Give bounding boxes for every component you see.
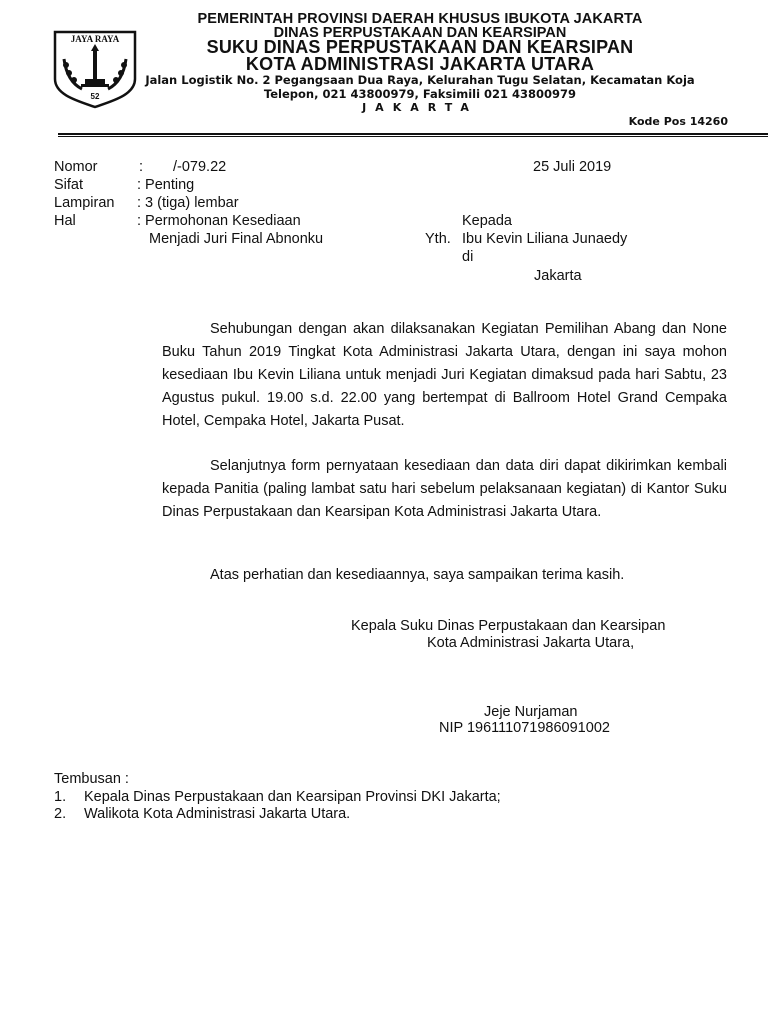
letterhead-city: JAKARTA: [362, 101, 478, 114]
lampiran-label: Lampiran: [54, 195, 115, 211]
lampiran-value: : 3 (tiga) lembar: [137, 195, 239, 211]
letterhead-line-2: DINAS PERPUSTAKAAN DAN KEARSIPAN: [273, 25, 567, 41]
body-paragraph-3: Atas perhatian dan kesediaannya, saya sampaikan terima kasih.: [210, 567, 625, 583]
letterhead-line-4: KOTA ADMINISTRASI JAKARTA UTARA: [245, 54, 595, 74]
postal-code: Kode Pos 14260: [628, 115, 728, 128]
letterhead-line-1: PEMERINTAH PROVINSI DAERAH KHUSUS IBUKOTA JAKARTA: [197, 11, 643, 27]
jakarta-emblem-logo: [52, 29, 138, 109]
signature-title-1: Kepala Suku Dinas Perpustakaan dan Kearsipan: [351, 618, 666, 634]
nomor-value: /-079.22: [173, 159, 227, 175]
body-paragraph-2: Selanjutnya form pernyataan kesediaan dan data diri dapat dikirimkan kembali kepada Panitia (paling lambat satu hari sebelum pelaksanaan kegiatan) di Kantor Suku Dinas Perpustakaan dan Kearsipan Kota Administrasi Jakarta Utara.: [162, 458, 727, 520]
letterhead-line-3: SUKU DINAS PERPUSTAKAAN DAN KEARSIPAN: [206, 37, 634, 57]
signatory-nip: NIP 196111071986091002: [439, 720, 610, 736]
letterhead-address: Jalan Logistik No. 2 Pegangsaan Dua Raya, Kelurahan Tugu Selatan, Kecamatan Koja: [145, 73, 695, 87]
letter-date: 25 Juli 2019: [533, 159, 612, 175]
recipient-di: di: [462, 249, 474, 265]
hal-value-line-1: : Permohonan Kesediaan: [137, 213, 301, 229]
signatory-name: Jeje Nurjaman: [484, 704, 578, 720]
tembusan-item-2: Walikota Kota Administrasi Jakarta Utara.: [84, 806, 351, 822]
hal-value-line-2: Menjadi Juri Final Abnonku: [149, 231, 324, 247]
recipient-city: Jakarta: [534, 268, 582, 284]
recipient-yth: Yth.: [425, 231, 451, 247]
logo-number: 52: [90, 92, 100, 101]
tembusan-item-1-num: 1.: [54, 789, 67, 805]
letterhead-phone: Telepon, 021 43800979, Faksimili 021 43800979: [263, 87, 577, 101]
logo-motto: JAYA RAYA: [70, 34, 120, 44]
recipient-name: Ibu Kevin Liliana Junaedy: [462, 231, 628, 247]
signature-title-2: Kota Administrasi Jakarta Utara,: [427, 635, 635, 651]
body-paragraph-1: Sehubungan dengan akan dilaksanakan Kegiatan Pemilihan Abang dan None Buku Tahun 2019 Tingkat Kota Administrasi Jakarta Utara, dengan ini saya mohon kesediaan Ibu Kevin Liliana untuk menjadi Juri Kegiatan dimaksud pada hari Sabtu, 23 Agustus pukul. 19.00 s.d. 22.00 yang bertempat di Ballroom Hotel Grand Cempaka Hotel, Cempaka Hotel, Jakarta Pusat.: [162, 321, 727, 429]
nomor-colon: :: [139, 159, 144, 175]
letterhead-rule-thick: [58, 133, 768, 135]
hal-label: Hal: [54, 213, 76, 229]
sifat-value: : Penting: [137, 177, 195, 193]
sifat-label: Sifat: [54, 177, 84, 193]
letterhead-rule-thin: [58, 136, 768, 137]
nomor-label: Nomor: [54, 159, 98, 175]
tembusan-item-2-num: 2.: [54, 806, 67, 822]
recipient-kepada: Kepada: [462, 213, 512, 229]
tembusan-label: Tembusan :: [54, 771, 129, 787]
tembusan-item-1: Kepala Dinas Perpustakaan dan Kearsipan Provinsi DKI Jakarta;: [84, 789, 501, 805]
